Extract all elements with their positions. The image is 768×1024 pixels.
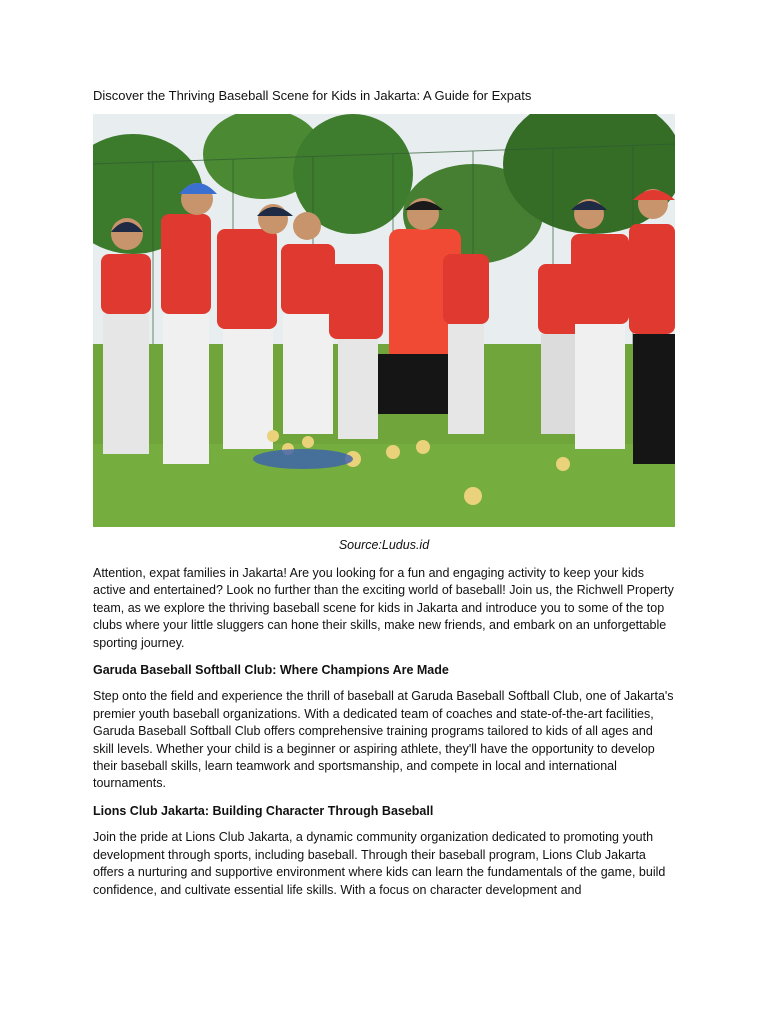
section-heading-lions: Lions Club Jakarta: Building Character Through Baseball: [93, 803, 434, 818]
section-heading-garuda: Garuda Baseball Softball Club: Where Champions Are Made: [93, 663, 449, 678]
section-text-garuda: Step onto the field and experience the thrill of baseball at Garuda Baseball Softball Club, one of Jakarta's premier youth baseball organizations. With a dedicated team of coaches and state-of-the-art facilities, Garuda Baseball Softball Club offers comprehensive training programs tailored to kids of all ages and skill levels. Whether your child is a beginner or aspiring athlete, they'll have the opportunity to develop their baseball skills, learn teamwork and sportsmanship, and compete in local and international tournaments.: [93, 689, 674, 791]
article-body: [93, 565, 675, 909]
baseball-team-photo: [93, 114, 675, 527]
section-text-lions: Join the pride at Lions Club Jakarta, a dynamic community organization dedicated to promoting youth development through sports, including baseball. Through their baseball program, Lions Club Jakarta offers a nurturing and supportive environment where kids can learn the fundamentals of the game, build confidence, and cultivate essential life skills. With a focus on character development and: [93, 830, 666, 897]
image-caption: Source:Ludus.id: [338, 538, 430, 552]
intro-paragraph: Attention, expat families in Jakarta! Are you looking for a fun and engaging activity to keep your kids active and entertained? Look no further than the exciting world of baseball! Join us, the Richwell Property team, as we explore the thriving baseball scene for kids in Jakarta and introduce you to some of the top clubs where your little sluggers can hone their skills, make new friends, and embark on an unforgettable sporting journey.: [93, 566, 674, 650]
document-title: Discover the Thriving Baseball Scene for Kids in Jakarta: A Guide for Expats: [93, 88, 532, 103]
